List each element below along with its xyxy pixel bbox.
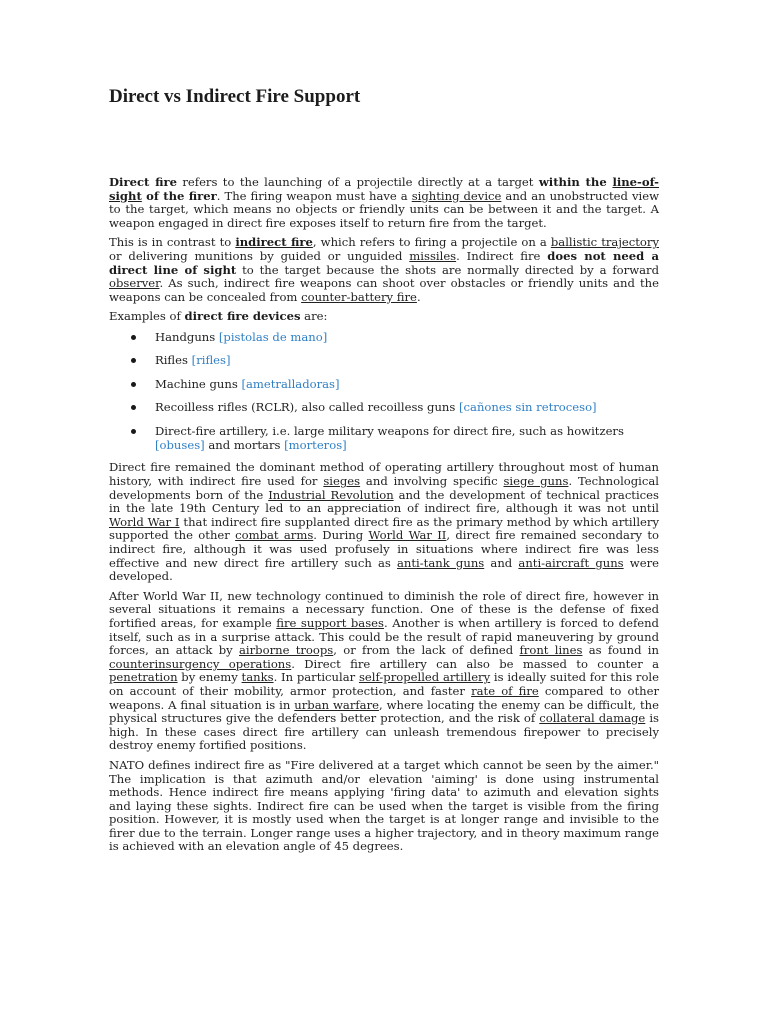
list-item: Rifles [rifles] bbox=[109, 353, 659, 367]
document-body bbox=[109, 176, 659, 860]
phrase-within-the: within the bbox=[538, 175, 613, 189]
bullet-icon bbox=[131, 405, 136, 410]
translation-note: [obuses] bbox=[155, 437, 205, 452]
link-siege-guns[interactable]: siege guns bbox=[503, 474, 569, 489]
link-anti-aircraft-guns[interactable]: anti-aircraft guns bbox=[518, 555, 624, 570]
bullet-icon bbox=[131, 358, 136, 363]
list-item: Recoilless rifles (RCLR), also called recoilless guns [cañones sin retroceso] bbox=[109, 400, 659, 414]
phrase-of-the-firer: of the firer bbox=[141, 188, 217, 203]
link-world-war-ii[interactable]: World War II bbox=[368, 528, 447, 543]
translation-note: [morteros] bbox=[284, 437, 347, 452]
bullet-icon bbox=[131, 382, 136, 387]
bullet-icon bbox=[131, 335, 136, 340]
link-combat-arms[interactable]: combat arms bbox=[235, 528, 314, 543]
term-direct-fire: Direct fire bbox=[109, 175, 177, 189]
link-sieges[interactable]: sieges bbox=[323, 474, 361, 489]
paragraph-examples-intro: Examples of direct fire devices are: bbox=[109, 309, 328, 324]
link-world-war-i[interactable]: World War I bbox=[109, 514, 180, 529]
link-anti-tank-guns[interactable]: anti-tank guns bbox=[397, 555, 485, 570]
page-title: Direct vs Indirect Fire Support bbox=[109, 86, 361, 107]
link-airborne-troops[interactable]: airborne troops bbox=[239, 643, 334, 658]
link-counter-battery-fire[interactable]: counter-battery fire bbox=[301, 289, 417, 304]
link-self-propelled-artillery[interactable]: self-propelled artillery bbox=[358, 670, 491, 685]
link-urban-warfare[interactable]: urban warfare bbox=[294, 697, 379, 712]
paragraph-history: Direct fire remained the dominant method of operating artillery throughout most of human history, with indirect fire used for sieges and involving specific siege guns. Technological developments born of the Industrial Revolution and the development of technical practices in the late 19th Century led to an appreciation of indirect fire, although it was not until World War I that indirect fire supplanted direct fire as the primary method by which artillery supported the other combat arms. During World War II, direct fire remained secondary to indirect fire, although it was used profusely in situations where indirect fire was less effective and new direct fire artillery such as anti-tank guns and anti-aircraft guns were developed. bbox=[109, 460, 660, 584]
link-sighting-device[interactable]: sighting device bbox=[411, 188, 502, 203]
link-collateral-damage[interactable]: collateral damage bbox=[539, 711, 646, 726]
list-item: Machine guns [ametralladoras] bbox=[109, 377, 659, 391]
link-observer[interactable]: observer bbox=[109, 276, 160, 291]
phrase-no-direct-line-of-sight: does not need a direct line of sight bbox=[109, 248, 660, 277]
phrase-direct-fire-devices: direct fire devices bbox=[184, 309, 301, 324]
paragraph-nato-definition: NATO defines indirect fire as "Fire delivered at a target which cannot be seen by the aimer." The implication is that azimuth and/or elevation 'aiming' is done using instrumental methods. Hence indirect fire means applying 'firing data' to azimuth and elevation sights and laying these sights. Indirect fire can be used when the target is visible from the firing position. However, it is mostly used when the target is at longer range and invisible to the firer due to the terrain. Longer range uses a higher trajectory, and in theory maximum range is achieved with an elevation angle of 45 degrees. bbox=[109, 757, 659, 854]
translation-note: [cañones sin retroceso] bbox=[459, 400, 597, 415]
link-rate-of-fire[interactable]: rate of fire bbox=[471, 683, 539, 698]
paragraph-direct-fire: Direct fire refers to the launching of a projectile directly at a target within the line-of-sight of the firer. The firing weapon must have a sighting device and an unobstructed view to the target, which means no objects or friendly units can be between it and the target. A weapon engaged in direct fire exposes itself to return fire from the target. bbox=[109, 175, 659, 230]
link-line-of-sight[interactable]: line-of-sight bbox=[109, 175, 659, 203]
link-missiles[interactable]: missiles bbox=[409, 248, 457, 263]
translation-note: [rifles] bbox=[191, 353, 231, 368]
link-industrial-revolution[interactable]: Industrial Revolution bbox=[268, 487, 394, 502]
list-item: Direct-fire artillery, i.e. large military weapons for direct fire, such as howitzers [obuses] and mortars [morteros] bbox=[109, 424, 659, 452]
list-item: Handguns [pistolas de mano] bbox=[109, 330, 659, 344]
paragraph-after-wwii: After World War II, new technology continued to diminish the role of direct fire, however in several situations it remains a necessary function. One of these is the defense of fixed fortified areas, for example fire support bases. Another is when artillery is forced to defend itself, such as in a surprise attack. This could be the result of rapid maneuvering by ground forces, an attack by airborne troops, or from the lack of defined front lines as found in counterinsurgency operations. Direct fire artillery can also be massed to counter a penetration by enemy tanks. In particular self-propelled artillery is ideally suited for this role on account of their mobility, armor protection, and faster rate of fire compared to other weapons. A final situation is in urban warfare, where locating the enemy can be difficult, the physical structures give the defenders better protection, and the risk of collateral damage is high. In these cases direct fire artillery can unleash tremendous firepower to precisely destroy enemy fortified positions. bbox=[109, 588, 660, 753]
link-ballistic-trajectory[interactable]: ballistic trajectory bbox=[550, 235, 659, 250]
link-penetration[interactable]: penetration bbox=[109, 670, 178, 685]
translation-note: [ametralladoras] bbox=[241, 376, 340, 391]
link-indirect-fire[interactable]: indirect fire bbox=[235, 235, 313, 250]
device-list bbox=[109, 330, 659, 452]
link-fire-support-bases[interactable]: fire support bases bbox=[276, 615, 384, 630]
link-front-lines[interactable]: front lines bbox=[519, 643, 583, 658]
paragraph-indirect-fire: This is in contrast to indirect fire, which refers to firing a projectile on a ballistic trajectory or delivering munitions by guided or unguided missiles. Indirect fire does not need a direct line of sight to the target because the shots are normally directed by a forward observer. As such, indirect fire weapons can shoot over obstacles or friendly units and the weapons can be concealed from counter-battery fire. bbox=[109, 235, 660, 304]
translation-note: [pistolas de mano] bbox=[218, 329, 328, 344]
bullet-icon bbox=[131, 429, 136, 434]
link-counterinsurgency-operations[interactable]: counterinsurgency operations bbox=[109, 656, 292, 671]
link-tanks[interactable]: tanks bbox=[241, 670, 274, 685]
